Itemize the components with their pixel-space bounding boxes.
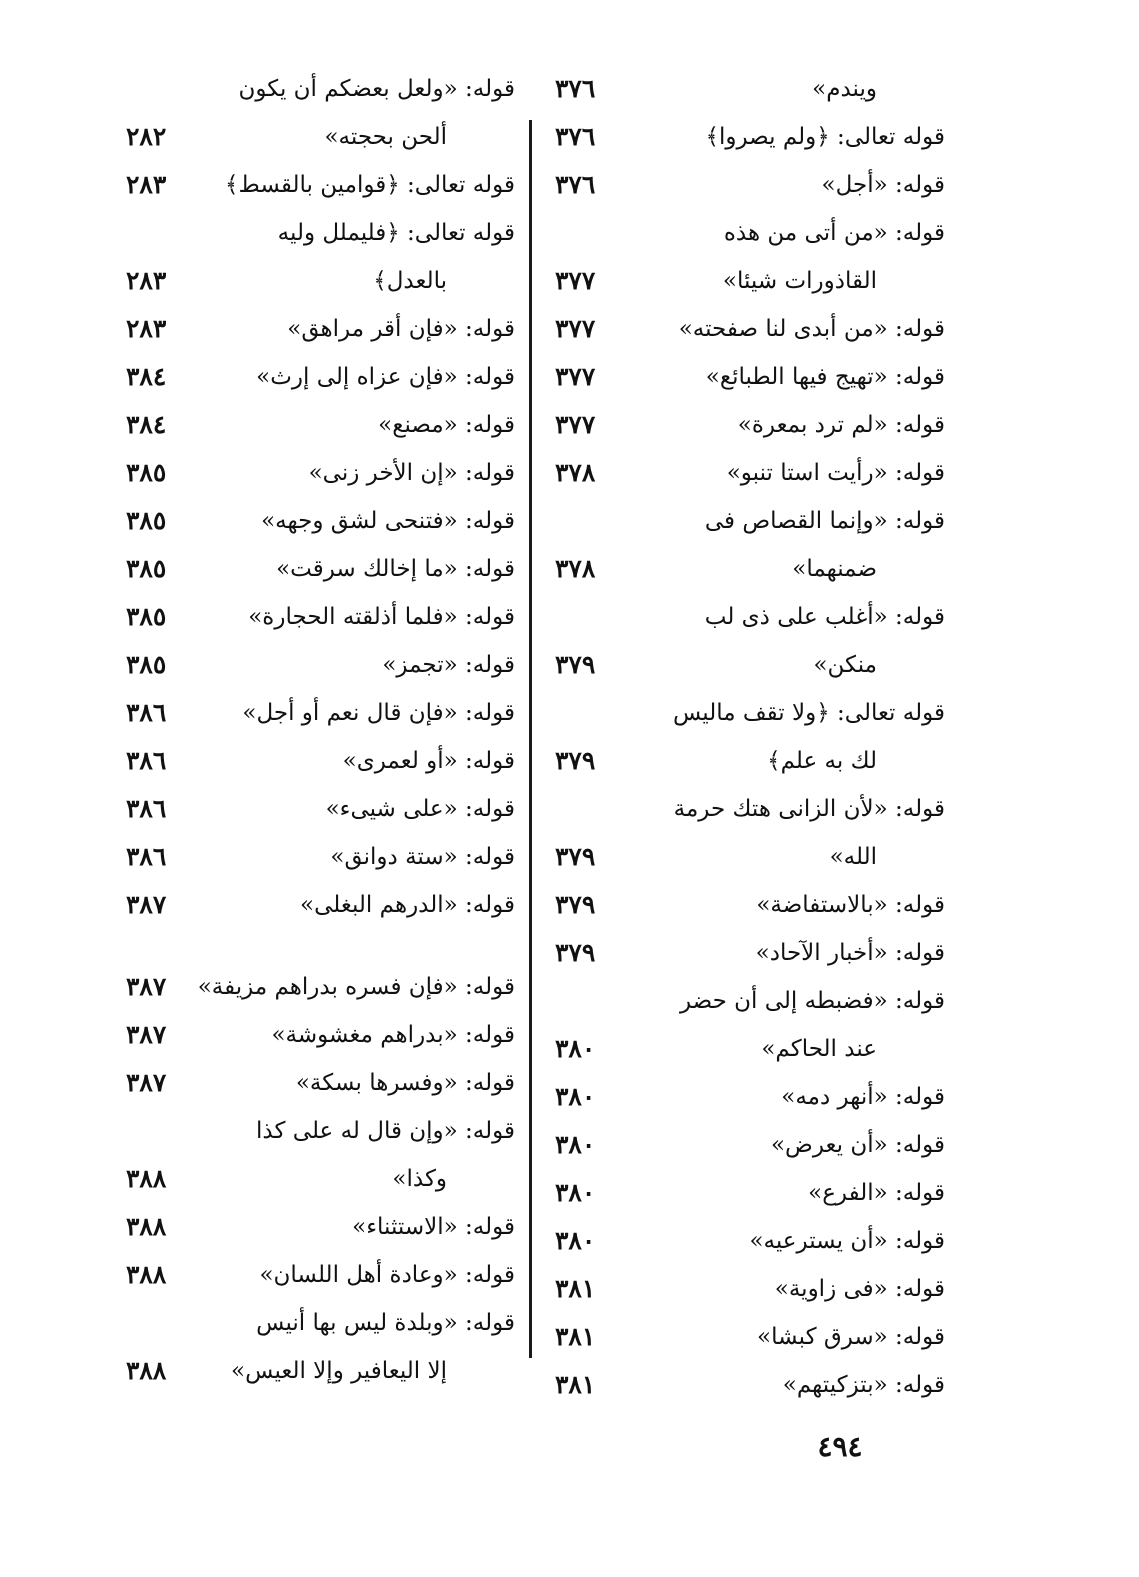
index-entry [120,692,515,740]
entry-text: قوله: «ولعل بعضكم أن يكون [238,76,515,102]
entry-page-number: ٣٧٩ [555,650,596,679]
index-entry [555,212,945,260]
entry-text: ألحن بحجته» [324,124,447,150]
index-entry [555,1076,945,1124]
entry-page-number: ٣٨٥ [126,602,167,631]
entry-text: قوله: «رأيت استا تنبو» [726,460,945,486]
column-divider [529,120,532,1358]
entry-page-number: ٣٨٠ [555,1226,596,1255]
entry-page-number: ٣٧٩ [555,938,596,967]
entry-text: قوله: «بتزكيتهم» [782,1372,945,1398]
entry-text: قوله: «أن يعرض» [770,1132,945,1158]
entry-text: وكذا» [392,1166,447,1192]
entry-page-number: ٣٧٧ [555,362,596,391]
entry-text: قوله: «فإن عزاه إلى إرث» [256,364,515,390]
entry-page-number: ٣٧٨ [555,554,596,583]
entry-page-number: ٣٨٨ [126,1260,167,1289]
entry-page-number: ٢٨٣ [126,170,167,199]
entry-page-number: ٣٧٧ [555,266,596,295]
entry-page-number: ٣٨٠ [555,1130,596,1159]
index-entry [555,788,945,836]
index-entry [555,404,945,452]
entry-page-number: ٣٨٤ [126,410,167,439]
index-entry [555,1124,945,1172]
entry-page-number: ٣٧٨ [555,458,596,487]
index-entry [120,1110,515,1158]
entry-text: قوله: «أغلب على ذى لب [704,604,945,630]
entry-page-number: ٣٨٧ [126,1068,167,1097]
entry-text: قوله: «على شيىء» [325,796,515,822]
entry-text: قوله: «الفرع» [808,1180,945,1206]
entry-text: قوله تعالى: ﴿فليملل وليه [277,220,515,246]
entry-text: ويندم» [812,76,877,102]
entry-page-number: ٣٨٦ [126,794,167,823]
index-column-right [555,68,945,1412]
entry-text: الله» [829,844,877,870]
entry-text: قوله: «فإن فسره بدراهم مزيفة» [197,974,515,1000]
entry-page-number: ٣٨٨ [126,1164,167,1193]
index-entry [120,404,515,452]
index-entry [555,596,945,644]
index-entry [555,452,945,500]
entry-page-number: ٣٨٥ [126,554,167,583]
entry-page-number: ٣٨٠ [555,1178,596,1207]
entry-text: منكن» [813,652,877,678]
entry-page-number: ٣٨٦ [126,698,167,727]
index-entry [555,692,945,740]
entry-text: قوله: «من أبدى لنا صفحته» [678,316,945,342]
entry-text: قوله: «من أتى من هذه [723,220,945,246]
index-entry [120,740,515,788]
entry-text: قوله: «سرق كبشا» [757,1324,945,1350]
entry-page-number: ٣٨٨ [126,1212,167,1241]
entry-text: قوله: «فإن أقر مراهق» [287,316,515,342]
entry-page-number: ٢٨٣ [126,266,167,295]
index-entry [120,1062,515,1110]
entry-page-number: ٣٨١ [555,1370,596,1399]
index-entry [120,356,515,404]
entry-text: لك به علم﴾ [767,748,877,774]
index-entry [120,1254,515,1302]
entry-page-number: ٣٧٩ [555,746,596,775]
entry-page-number: ٢٨٣ [126,314,167,343]
index-entry [120,1158,515,1206]
entry-page-number: ٣٨٨ [126,1356,167,1385]
index-entry [555,644,945,692]
index-entry [120,1014,515,1062]
entry-text: قوله: «وإن قال له على كذا [256,1118,515,1144]
index-entry [555,68,945,116]
index-entry [120,1206,515,1254]
index-entry [555,260,945,308]
index-entry [555,548,945,596]
entry-text: قوله: «أنهر دمه» [781,1084,945,1110]
entry-text: قوله تعالى: ﴿قوامين بالقسط﴾ [225,172,515,198]
entry-page-number: ٣٧٦ [555,74,596,103]
entry-text: قوله: «لأن الزانى هتك حرمة [673,796,945,822]
entry-text: بالعدل﴾ [373,268,447,294]
entry-text: قوله: «أن يسترعيه» [749,1228,945,1254]
index-entry [120,1302,515,1350]
index-entry [555,356,945,404]
entry-text: قوله: «لم ترد بمعرة» [737,412,945,438]
entry-text: قوله: «ما إخالك سرقت» [276,556,515,582]
entry-page-number: ٣٨١ [555,1322,596,1351]
entry-text: قوله: «فضبطه إلى أن حضر [679,988,945,1014]
index-entry [120,164,515,212]
entry-text: عند الحاكم» [761,1036,877,1062]
index-entry [120,452,515,500]
entry-text: إلا اليعافير وإلا العيس» [231,1358,447,1384]
index-entry [120,116,515,164]
entry-text: قوله تعالى: ﴿ولا تقف ماليس [672,700,945,726]
entry-text: قوله: «تهيج فيها الطبائع» [705,364,945,390]
entry-page-number: ٣٨٧ [126,890,167,919]
index-entry [120,596,515,644]
entry-text: قوله تعالى: ﴿ولم يصروا﴾ [705,124,945,150]
index-entry [120,1350,515,1398]
index-entry [555,884,945,932]
index-entry [120,68,515,116]
entry-page-number: ٣٨٦ [126,746,167,775]
entry-text: قوله: «ستة دوانق» [330,844,515,870]
entry-text: قوله: «أجل» [821,172,945,198]
index-column-left [120,68,515,1398]
entry-text: قوله: «تجمز» [382,652,515,678]
index-entry [120,836,515,884]
entry-text: قوله: «فإن قال نعم أو أجل» [242,700,515,726]
entry-text: قوله: «وبلدة ليس بها أنيس [256,1310,515,1336]
index-entry [555,500,945,548]
entry-text: قوله: «بالاستفاضة» [756,892,945,918]
entry-text: قوله: «الاستثناء» [352,1214,515,1240]
entry-text: قوله: «فى زاوية» [774,1276,945,1302]
entry-text: قوله: «أخبار الآحاد» [755,940,945,966]
entry-page-number: ٣٨٠ [555,1082,596,1111]
entry-text: قوله: «وعادة أهل اللسان» [259,1262,515,1288]
entry-page-number: ٣٧٦ [555,122,596,151]
index-entry [120,308,515,356]
index-entry [555,1364,945,1412]
index-entry [555,1268,945,1316]
entry-page-number: ٣٧٩ [555,890,596,919]
entry-text: قوله: «إن الأخر زنى» [308,460,515,486]
index-entry [555,164,945,212]
index-entry [120,500,515,548]
entry-page-number: ٣٨٦ [126,842,167,871]
index-entry [555,1028,945,1076]
entry-page-number: ٣٨٥ [126,650,167,679]
index-entry [555,740,945,788]
entry-text: قوله: «الدرهم البغلى» [300,892,515,918]
entry-page-number: ٣٨٤ [126,362,167,391]
entry-page-number: ٣٨٧ [126,972,167,1001]
index-entry [555,1172,945,1220]
entry-page-number: ٣٧٦ [555,170,596,199]
entry-text: قوله: «بدراهم مغشوشة» [271,1022,515,1048]
entry-page-number: ٣٨٥ [126,506,167,535]
index-entry [555,932,945,980]
entry-text: قوله: «فتنحى لشق وجهه» [261,508,515,534]
entry-page-number: ٣٧٩ [555,842,596,871]
entry-page-number: ٣٧٧ [555,314,596,343]
entry-text: ضمنهما» [792,556,877,582]
entry-page-number: ٣٨٥ [126,458,167,487]
index-entry [555,1220,945,1268]
entry-page-number: ٣٨٠ [555,1034,596,1063]
entry-page-number: ٣٨٧ [126,1020,167,1049]
index-entry [120,884,515,932]
index-entry [120,644,515,692]
entry-text: قوله: «فلما أذلقته الحجارة» [248,604,515,630]
page-number: ٤٩٤ [817,1430,863,1463]
index-entry [120,966,515,1014]
index-entry [120,788,515,836]
entry-page-number: ٣٨١ [555,1274,596,1303]
entry-page-number: ٢٨٢ [126,122,167,151]
entry-text: قوله: «أو لعمرى» [342,748,515,774]
entry-text: قوله: «وفسرها بسكة» [295,1070,515,1096]
index-entry [555,980,945,1028]
index-entry [555,836,945,884]
index-entry [120,212,515,260]
entry-text: قوله: «مصنع» [378,412,515,438]
entry-text: القاذورات شيئا» [722,268,877,294]
index-entry [555,116,945,164]
index-entry [120,548,515,596]
entry-text: قوله: «وإنما القصاص فى [704,508,945,534]
index-entry [120,260,515,308]
index-entry [555,308,945,356]
index-entry [555,1316,945,1364]
entry-page-number: ٣٧٧ [555,410,596,439]
